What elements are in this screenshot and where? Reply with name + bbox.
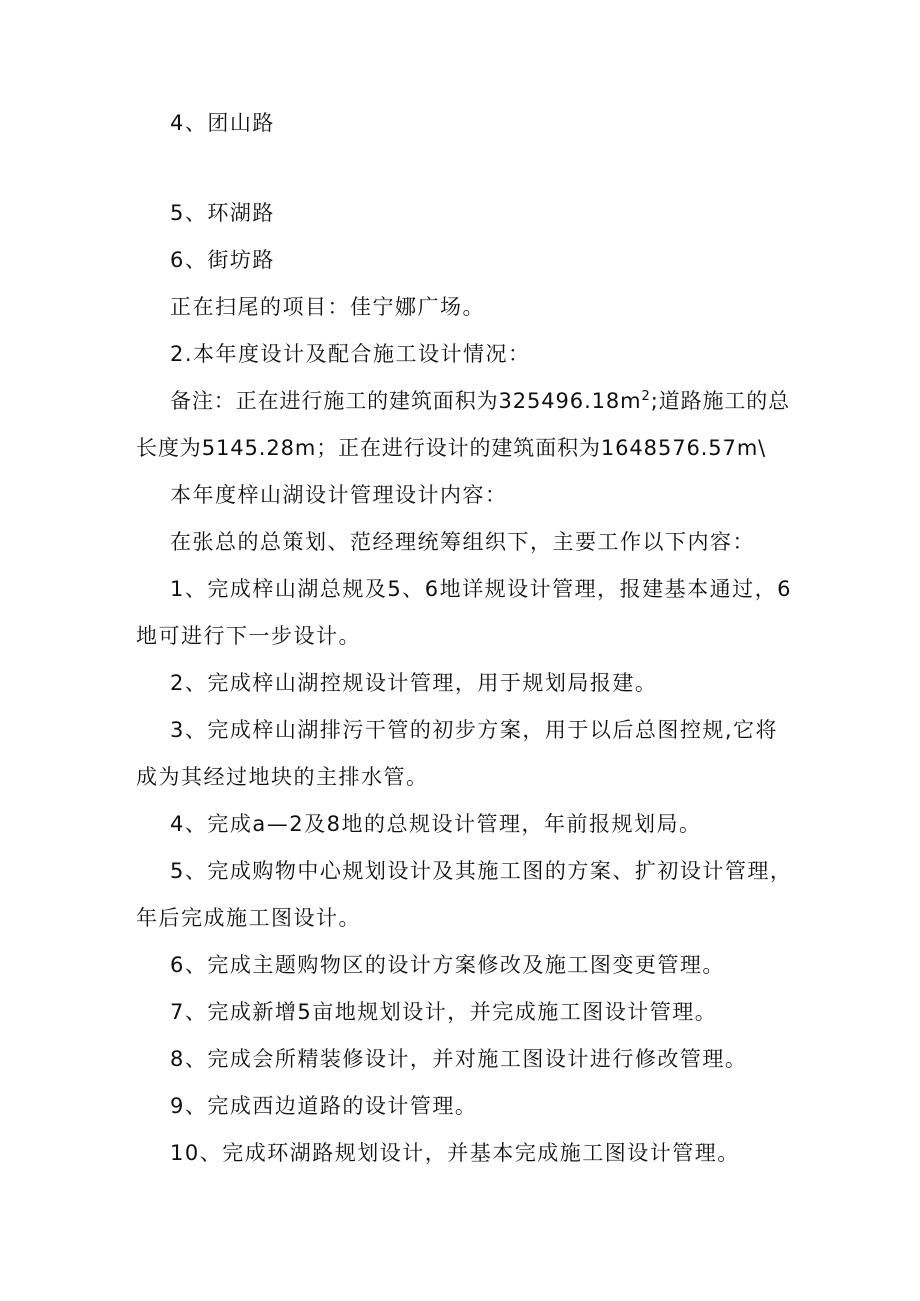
remarks-text-after: ;道路施工的总长度为5145.28m；正在进行设计的建筑面积为1648576.57m\ (136, 389, 791, 460)
list-item-7: 7、完成新增5亩地规划设计，并完成施工图设计管理。 (170, 1000, 718, 1024)
list-item-2: 2、完成梓山湖控规设计管理，用于规划局报建。 (170, 671, 658, 695)
paragraph-organization: 在张总的总策划、范经理统筹组织下，主要工作以下内容： (170, 530, 755, 554)
list-item-10: 10、完成环湖路规划设计，并基本完成施工图设计管理。 (170, 1141, 740, 1165)
list-item-5: 5、完成购物中心规划设计及其施工图的方案、扩初设计管理，年后完成施工图设计。 (136, 859, 793, 930)
paragraph-finishing-project: 正在扫尾的项目：佳宁娜广场。 (170, 295, 485, 319)
paragraph-annual-content-heading: 本年度梓山湖设计管理设计内容： (170, 483, 508, 507)
paragraph-road-6: 6、街坊路 (170, 248, 275, 272)
paragraph-road-4: 4、团山路 (170, 111, 275, 135)
list-item-9: 9、完成西边道路的设计管理。 (170, 1094, 478, 1118)
paragraph-road-5: 5、环湖路 (170, 201, 275, 225)
paragraph-remarks (136, 378, 796, 472)
list-item-4: 4、完成a—2及8地的总规设计管理，年前报规划局。 (170, 812, 702, 836)
remarks-text-before: 备注：正在进行施工的建筑面积为325496.18m (170, 389, 642, 413)
list-item-8: 8、完成会所精装修设计，并对施工图设计进行修改管理。 (170, 1047, 748, 1071)
remarks-superscript: 2 (641, 389, 651, 404)
list-item-6: 6、完成主题购物区的设计方案修改及施工图变更管理。 (170, 953, 725, 977)
section-heading-design: 2.本年度设计及配合施工设计情况： (170, 342, 531, 366)
list-item-1: 1、完成梓山湖总规及5、6地详规设计管理，报建基本通过，6地可进行下一步设计。 (136, 577, 792, 648)
list-item-3: 3、完成梓山湖排污干管的初步方案，用于以后总图控规,它将成为其经过地块的主排水管。 (136, 718, 779, 789)
